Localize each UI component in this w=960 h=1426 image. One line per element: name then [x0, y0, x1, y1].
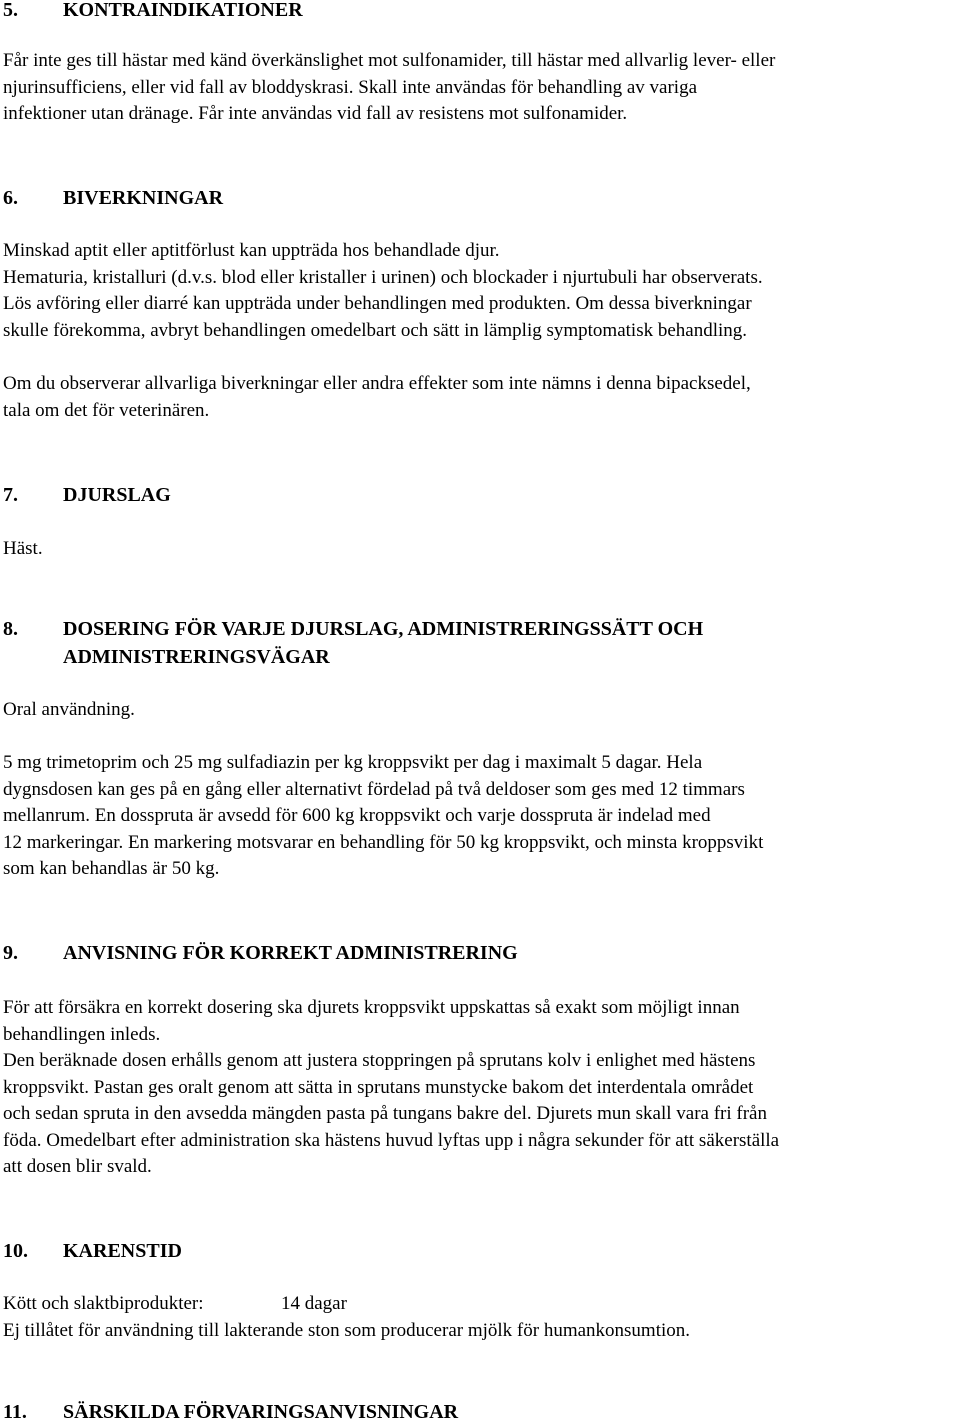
section-8-title-line: DOSERING FÖR VARJE DJURSLAG, ADMINISTRERINGSSÄTT OCH [63, 618, 704, 640]
withdrawal-value: 14 dagar [281, 1293, 347, 1314]
section-7-text [3, 536, 953, 563]
section-5-text [3, 48, 953, 128]
section-9-title: ANVISNING FÖR KORREKT ADMINISTRERING [63, 942, 518, 964]
text-line: 12 markeringar. En markering motsvarar en behandling för 50 kg kroppsvikt, och minsta kroppsvikt [3, 831, 764, 853]
section-8-route [3, 697, 953, 724]
text-line: som kan behandlas är 50 kg. [3, 858, 220, 879]
section-11-number: 11. [3, 1401, 27, 1423]
section-9-heading [3, 939, 953, 967]
section-9-text [3, 995, 953, 1181]
text-line: skulle förekomma, avbryt behandlingen omedelbart och sätt in lämplig symptomatisk behandling. [3, 319, 748, 341]
section-6-number: 6. [3, 187, 18, 209]
section-7-number: 7. [3, 484, 18, 506]
text-line: Lös avföring eller diarré kan uppträda under behandlingen med produkten. Om dessa biverkningar [3, 293, 752, 314]
section-5-heading [3, 0, 953, 24]
section-5-number: 5. [3, 0, 18, 21]
text-line: och sedan spruta in den avsedda mängden pasta på tungans bakre del. Djurets mun skall vara fri från [3, 1103, 767, 1124]
section-6-text-b [3, 371, 953, 424]
withdrawal-row [3, 1291, 953, 1318]
text-line: Oral användning. [3, 699, 135, 720]
section-8-heading [3, 615, 953, 671]
section-7-title: DJURSLAG [63, 484, 171, 506]
text-line: mellanrum. En dosspruta är avsedd för 600 kg kroppsvikt och varje dosspruta är indelad med [3, 805, 711, 826]
section-9-number: 9. [3, 942, 18, 964]
text-line: föda. Omedelbart efter administration ska hästens huvud lyftas upp i några sekunder för att säkerställa [3, 1129, 780, 1151]
section-8-text [3, 750, 953, 883]
text-line: Hematuria, kristalluri (d.v.s. blod eller kristaller i urinen) och blockader i njurtubuli har observerats. [3, 266, 763, 288]
section-8-title-line: ADMINISTRERINGSVÄGAR [63, 646, 330, 668]
section-10-heading [3, 1237, 953, 1265]
section-11-title: SÄRSKILDA FÖRVARINGSANVISNINGAR [63, 1401, 459, 1423]
text-line: Får inte ges till hästar med känd överkänslighet mot sulfonamider, till hästar med allvarlig lever- eller [3, 50, 776, 71]
text-line: Minskad aptit eller aptitförlust kan uppträda hos behandlade djur. [3, 240, 500, 261]
text-line: tala om det för veterinären. [3, 399, 210, 421]
text-line: För att försäkra en korrekt dosering ska djurets kroppsvikt uppskattas så exakt som möjligt innan [3, 997, 740, 1018]
text-line: 5 mg trimetoprim och 25 mg sulfadiazin per kg kroppsvikt per dag i maximalt 5 dagar. Hela [3, 752, 703, 773]
text-line: infektioner utan dränage. Får inte användas vid fall av resistens mot sulfonamider. [3, 103, 628, 124]
text-line: njurinsufficiens, eller vid fall av bloddyskrasi. Skall inte användas för behandling av variga [3, 76, 698, 98]
withdrawal-label: Kött och slaktbiprodukter: [3, 1293, 204, 1314]
section-6-text-a [3, 238, 953, 344]
text-line: Ej tillåtet för användning till lakterande ston som producerar mjölk för humankonsumtion. [3, 1319, 691, 1341]
section-7-heading [3, 481, 953, 509]
text-line: Häst. [3, 538, 43, 559]
section-10-title: KARENSTID [63, 1240, 182, 1262]
text-line: Den beräknade dosen erhålls genom att justera stoppringen på sprutans kolv i enlighet med hästens [3, 1050, 756, 1071]
text-line: behandlingen inleds. [3, 1023, 161, 1045]
section-10-number: 10. [3, 1240, 28, 1262]
section-6-heading [3, 184, 953, 212]
section-8-number: 8. [3, 618, 18, 640]
text-line: dygnsdosen kan ges på en gång eller alternativt fördelad på två deldoser som ges med 12 timmars [3, 778, 745, 800]
text-line: att dosen blir svald. [3, 1156, 152, 1177]
text-line: Om du observerar allvarliga biverkningar eller andra effekter som inte nämns i denna bipacksedel, [3, 373, 751, 394]
text-line: kroppsvikt. Pastan ges oralt genom att sätta in sprutans munstycke bakom det interdentala området [3, 1076, 754, 1098]
section-5-title: KONTRAINDIKATIONER [63, 0, 303, 21]
section-10-text [3, 1291, 953, 1344]
section-6-title: BIVERKNINGAR [63, 187, 224, 209]
